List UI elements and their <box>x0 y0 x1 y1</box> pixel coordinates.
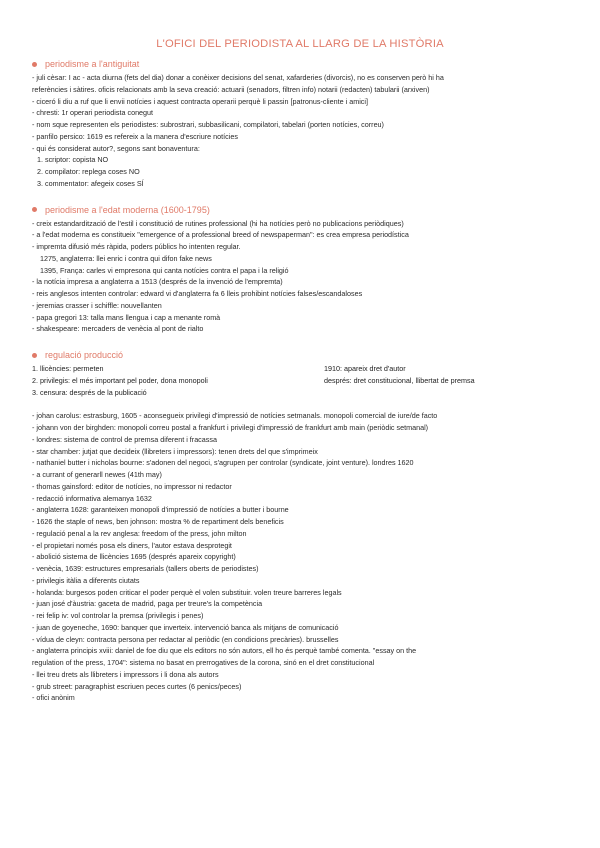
text-line: 3. censura: després de la publicació <box>32 387 147 397</box>
text-line: - creix estandardització de l'estil i constitució de rutines professional (hi ha notícies però no publicacions periòdiques) <box>32 218 404 228</box>
text-line: - juan de goyeneche, 1690: banquer que inverteix. intervenció banca als mitjans de comunicació <box>32 622 339 632</box>
text-line: - anglaterra 1628: garanteixen monopoli d'impressió de notícies a butter i bourne <box>32 505 289 515</box>
text-line: - londres: sistema de control de premsa diferent i fracassa <box>32 434 217 444</box>
section-heading-text: periodisme a l'antiguitat <box>45 59 140 69</box>
text-line: - panfilo persico: 1619 es refereix a la manera d'escriure notícies <box>32 131 238 141</box>
section-heading-text: periodisme a l'edat moderna (1600-1795) <box>45 204 210 215</box>
section-edat-moderna <box>32 205 568 336</box>
text-line: - juan josé d'àustria: gaceta de madrid, paga per treure's la competència <box>32 599 263 609</box>
text-line: - anglaterra principis xviii: daniel de foe diu que els editors no són autors, ell ho és perquè també comenta. "essay on the <box>32 646 417 656</box>
bullet-icon <box>32 62 37 67</box>
text-line: - jeremias crasser i schiffle: nouvellanten <box>32 300 162 310</box>
text-line: - qui és considerat autor?, segons sant bonaventura: <box>32 143 200 153</box>
text-line: 1395, França: carles vi empresona qui canta notícies contra el papa i la religió <box>40 265 289 275</box>
text-line: - redacció informativa alemanya 1632 <box>32 493 152 503</box>
text-line: - abolició sistema de llicències 1695 (després apareix copyright) <box>32 552 236 562</box>
text-line: regulation of the press, 1704": sistema no basat en prerrogatives de la corona, sinó en el dret constitucional <box>32 658 375 667</box>
text-line: - star chamber: jutjat que decideix (llibreters i impressors): tenen drets del que s'imprimeix <box>32 446 318 456</box>
document-title: L'OFICI DEL PERIODISTA AL LLARG DE LA HISTÒRIA <box>156 38 444 50</box>
text-line: 2. privilegis: el més important pel poder, dona monopoli <box>32 375 208 385</box>
bullet-icon <box>32 207 37 212</box>
text-line: - thomas gainsford: editor de notícies, no impressor ni redactor <box>32 481 232 491</box>
regulation-columns <box>32 363 568 398</box>
text-line: - vídua de cleyn: contracta persona per redactar al periòdic (en condicions precàries). brusselles <box>32 634 339 644</box>
text-line: - grub street: paragraphist escriuen peces curtes (6 penics/peces) <box>32 681 242 691</box>
bullet-icon <box>32 353 37 358</box>
text-line: - 1626 the staple of news, ben johnson: mostra % de repartiment dels beneficis <box>32 517 284 526</box>
text-line: 3. commentator: afegeix coses SÍ <box>37 178 144 188</box>
text-line: - holanda: burgesos poden criticar el poder perquè el volen substituir. volen treure barreres legals <box>32 587 342 597</box>
text-line: - shakespeare: mercaders de venècia al pont de rialto <box>32 324 204 334</box>
text-line: - impremta difusió més ràpida, poders públics ho intenten regular. <box>32 242 241 251</box>
section-antiguitat <box>32 59 568 190</box>
section-regulacio-produccio <box>32 350 568 704</box>
regulation-list <box>32 363 324 398</box>
text-line: - el propietari només posa els diners, l'autor estava desprotegit <box>32 540 232 550</box>
text-line: 2. compilator: replega coses NO <box>37 167 140 176</box>
section-body <box>32 410 568 704</box>
text-line: - johan carolus: estrasburg, 1605 - aconsegueix privilegi d'impressió de notícies setmanals. monopoli comercial de iure/de facto <box>32 411 438 421</box>
text-line: - a l'edat moderna es constitueix "emergence of a professional breed of newspaperman": es crea empresa periodística <box>32 230 409 240</box>
text-line: - a currant of generarll newes (41th may) <box>32 470 162 479</box>
text-line: - la notícia impresa a anglaterra a 1513 (després de la invenció de l'empremta) <box>32 277 283 287</box>
text-line: 1275, anglaterra: llei enric i contra qui difon fake news <box>40 253 212 263</box>
regulation-notes <box>324 363 568 398</box>
text-line: després: dret constitucional, llibertat de premsa <box>324 375 475 385</box>
section-heading <box>32 205 568 215</box>
text-line: 1. llicències: permeten <box>32 364 104 373</box>
text-line: referències i sàtires. oficis relacionats amb la seva creació: actuarii (senadors, filtren info) notarii (redacten) tabularii (arxiven) <box>32 84 430 94</box>
text-line: - llei treu drets als llibreters i impressors i li dona als autors <box>32 669 219 679</box>
text-line: - ciceró li diu a ruf que li envii notícies i aquest contracta operarii perquè li passin [patronus-cliente i amici] <box>32 96 368 106</box>
text-line: - johann von der birghden: monopoli correu postal a frankfurt i privilegi d'impressió de frankfurt amb main (periòdic setmanal) <box>32 423 429 432</box>
text-line: - papa gregori 13: talla mans llengua i cap a menante romà <box>32 312 221 322</box>
text-line: 1910: apareix dret d'autor <box>324 364 406 373</box>
text-line: 1. scriptor: copista NO <box>37 155 109 165</box>
text-line: - juli cèsar: I ac - acta diurna (fets del dia) donar a conèixer decisions del senat, xafarderies (divorcis), no es conserven però hi ha <box>32 73 444 82</box>
text-line: - nom sque representen els periodistes: subrostrari, subbasilicani, compilatori, tabelari (porten notícies, correu) <box>32 120 384 129</box>
text-line: - ofici anònim <box>32 693 75 703</box>
text-line: - nathaniel butter i nicholas bourne: s'adonen del negoci, s'agrupen per controlar (syndicate, joint venture). londres 1620 <box>32 458 414 468</box>
section-body <box>32 218 568 336</box>
text-line: - privilegis itàlia a diferents ciutats <box>32 575 140 585</box>
section-body <box>32 72 568 190</box>
text-line: - venècia, 1639: estructures empresarials (tallers oberts de periodistes) <box>32 564 259 573</box>
text-line: - regulació penal a la rev anglesa: freedom of the press, john milton <box>32 528 247 538</box>
section-heading <box>32 59 568 69</box>
section-heading-text: regulació producció <box>45 350 124 360</box>
text-line: - reis anglesos intenten controlar: edward vi d'anglaterra fa 6 lleis prohibint notícies falses/escandaloses <box>32 289 363 298</box>
section-heading <box>32 350 568 360</box>
text-line: - chresti: 1r operari periodista conegut <box>32 108 154 118</box>
text-line: - rei felip iv: vol controlar la premsa (privilegis i penes) <box>32 611 204 620</box>
